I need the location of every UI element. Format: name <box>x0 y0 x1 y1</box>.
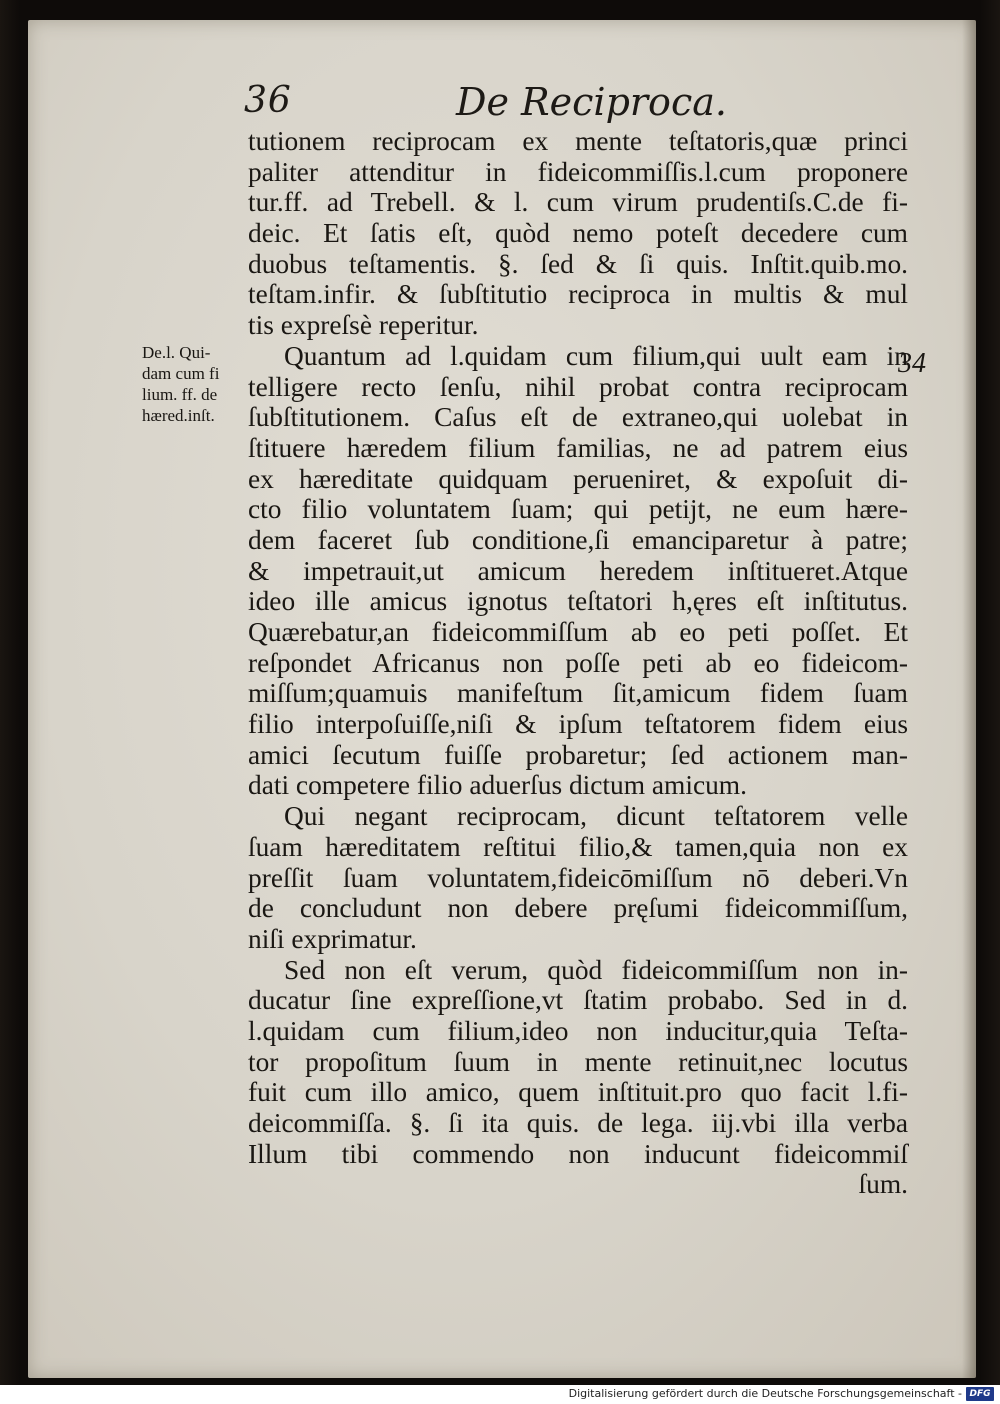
margin-number: 34 <box>898 348 926 379</box>
text-line: niſi exprimatur. <box>248 923 417 954</box>
text-line: ſubſtitutionem. Caſus eſt de extraneo,qui uolebat in <box>248 402 908 433</box>
text-line: Qui negant reciprocam, dicunt teſtatorem velle <box>284 801 908 832</box>
text-line: duobus teſtamentis. §. ſed & ſi quis. Inſtit.quib.mo. <box>248 248 908 279</box>
text-line: paliter attenditur in fideicommiſſis.l.cum proponere <box>248 156 908 187</box>
dfg-logo: DFG <box>966 1387 994 1401</box>
text-line: ſtituere hæredem filium familias, ne ad patrem eius <box>248 432 908 463</box>
text-line: ſuam hæreditatem reſtitui filio,& tamen,quia non ex <box>248 831 908 862</box>
text-line: tutionem reciprocam ex mente teſtatoris,quæ princi <box>248 126 908 156</box>
text-line: de concludunt non debere pręſumi fideicommiſſum, <box>248 893 908 924</box>
text-line: reſpondet Africanus non poſſe peti ab eo fideicom- <box>248 647 908 678</box>
funding-credit: Digitalisierung gefördert durch die Deutsche Forschungsgemeinschaft - <box>568 1387 962 1400</box>
text-line: Quærebatur,an fideicommiſſum ab eo peti poſſet. Et <box>248 617 908 647</box>
text-line: cto filio voluntatem ſuam; qui petijt, ne eum hære- <box>248 494 908 525</box>
page-number: 36 <box>244 80 292 121</box>
book-page <box>28 20 976 1378</box>
text-line: deicommiſſa. §. ſi ita quis. de lega. iij.vbi illa verba <box>248 1108 908 1138</box>
margin-note-line: De.l. Qui- <box>142 343 211 362</box>
margin-note <box>142 342 262 426</box>
text-line: dem faceret ſub conditione,ſi emanciparetur à patre; <box>248 524 908 555</box>
margin-note-line: hæred.inſt. <box>142 406 215 425</box>
text-line: miſſum;quamuis manifeſtum ſit,amicum fidem ſuam <box>248 678 908 709</box>
text-line: preſſit ſuam voluntatem,fideicōmiſſum nō deberi.Vn <box>248 862 908 893</box>
text-line: amici ſecutum fuiſſe probaretur; ſed actionem man- <box>248 739 908 770</box>
text-line: telligere recto ſenſu, nihil probat contra reciprocam <box>248 371 908 402</box>
text-line: tor propoſitum ſuum in mente retinuit,nec locutus <box>248 1046 908 1077</box>
text-line: filio interpoſuiſſe,niſi & ipſum teſtatorem fidem eius <box>248 709 908 740</box>
running-title: De Reciproca. <box>456 80 727 124</box>
text-line: dati competere filio aduerſus dictum amicum. <box>248 770 747 801</box>
text-line: tis expreſsè reperitur. <box>248 310 479 341</box>
text-line: teſtam.infir. & ſubſtitutio reciproca in multis & mul <box>248 279 908 310</box>
text-line: Illum tibi commendo non inducunt fideicommiſ <box>248 1138 908 1169</box>
text-line: Sed non eſt verum, quòd fideicommiſſum non in- <box>284 954 908 985</box>
text-line: l.quidam cum filium,ideo non inducitur,quia Teſta- <box>248 1015 908 1046</box>
text-line: & impetrauit,ut amicum heredem inſtitueret.Atque <box>248 555 908 586</box>
body-text <box>248 126 908 1200</box>
margin-note-line: lium. ff. de <box>142 385 218 404</box>
text-line: tur.ff. ad Trebell. & l. cum virum prudentiſs.C.de fi- <box>248 187 908 218</box>
text-line: ideo ille amicus ignotus teſtatori h,ęres eſt inſtitutus. <box>248 586 908 617</box>
text-line: ſum. <box>858 1169 908 1200</box>
running-head <box>28 80 976 130</box>
text-line: deic. Et ſatis eſt, quòd nemo poteſt decedere cum <box>248 218 908 249</box>
margin-note-line: dam cum fi <box>142 364 220 383</box>
page-edge-shadow <box>962 20 976 1378</box>
text-line: ex hæreditate quidquam perueniret, & expoſuit di- <box>248 463 908 494</box>
footer-bar <box>0 1385 1000 1404</box>
text-line: ducatur ſine expreſſione,vt ſtatim probabo. Sed in d. <box>248 985 908 1016</box>
text-line: Quantum ad l.quidam cum filium,qui uult eam in <box>284 340 908 371</box>
text-line: fuit cum illo amico, quem inſtituit.pro quo facit l.fi- <box>248 1077 908 1108</box>
